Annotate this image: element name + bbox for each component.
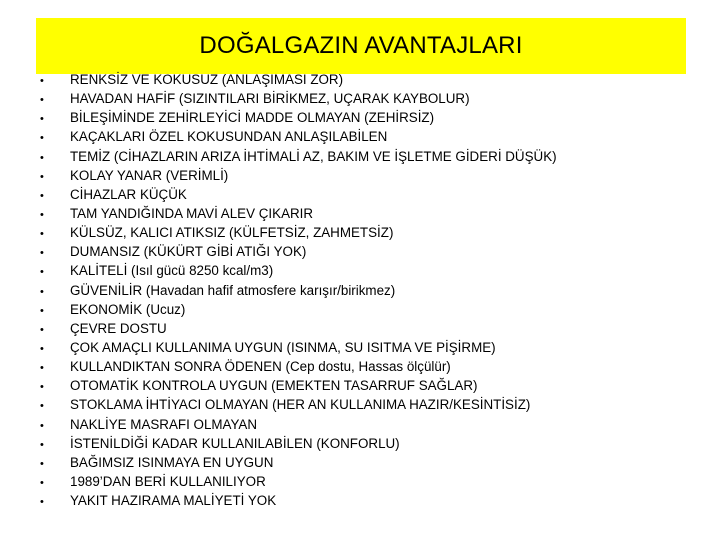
- list-item-text: NAKLİYE MASRAFI OLMAYAN: [70, 416, 258, 432]
- bullet-icon: •: [40, 113, 44, 126]
- list-item: [40, 223, 710, 242]
- list-item: [40, 434, 710, 453]
- bullet-icon: •: [40, 151, 44, 164]
- list-item: [40, 357, 710, 376]
- list-item: [40, 338, 710, 357]
- list-item-text: KULLANDIKTAN SONRA ÖDENEN (Cep dostu, Hassas ölçülür): [70, 359, 451, 375]
- bullet-icon: •: [40, 132, 44, 145]
- list-item-text: İSTENİLDİĞİ KADAR KULLANILABİLEN (KONFORLU): [70, 435, 400, 451]
- bullet-icon: •: [40, 304, 44, 317]
- list-item-text: KAÇAKLARI ÖZEL KOKUSUNDAN ANLAŞILABİLEN: [70, 129, 388, 145]
- bullet-icon: •: [40, 496, 44, 509]
- list-item-text: 1989’DAN BERİ KULLANILIYOR: [70, 473, 266, 489]
- list-item: [40, 185, 710, 204]
- bullet-icon: •: [40, 400, 44, 413]
- bullet-icon: •: [40, 457, 44, 470]
- list-item-text: TAM YANDIĞINDA MAVİ ALEV ÇIKARIR: [70, 205, 314, 221]
- list-item: [40, 204, 710, 223]
- slide-title: DOĞALGAZIN AVANTAJLARI: [199, 32, 523, 59]
- bullet-icon: •: [40, 228, 44, 241]
- bullet-icon: •: [40, 189, 44, 202]
- list-item: [40, 89, 710, 108]
- list-item-text: HAVADAN HAFİF (SIZINTILARI BİRİKMEZ, UÇARAK KAYBOLUR): [70, 91, 470, 107]
- list-item-text: KALİTELİ (Isıl gücü 8250 kcal/m3): [70, 263, 274, 279]
- list-item: [40, 166, 710, 185]
- bullet-icon: •: [40, 323, 44, 336]
- bullet-icon: •: [40, 75, 44, 87]
- list-item: [40, 395, 710, 414]
- list-item: [40, 319, 710, 338]
- list-item: [40, 261, 710, 280]
- list-item-text: BİLEŞİMİNDE ZEHİRLEYİCİ MADDE OLMAYAN (ZEHİRSİZ): [70, 110, 435, 126]
- list-item-text: ÇEVRE DOSTU: [70, 320, 167, 336]
- list-item: [40, 472, 710, 491]
- bullet-icon: •: [40, 476, 44, 489]
- list-item: [40, 300, 710, 319]
- list-item: [40, 453, 710, 472]
- title-banner: [36, 18, 686, 74]
- list-item-text: GÜVENİLİR (Havadan hafif atmosfere karışır/birikmez): [70, 282, 396, 298]
- list-item-text: KÜLSÜZ, KALICI ATIKSIZ (KÜLFETSİZ, ZAHMETSİZ): [70, 225, 394, 241]
- bullet-icon: •: [40, 419, 44, 432]
- list-item: [40, 70, 710, 89]
- bullet-icon: •: [40, 381, 44, 394]
- advantages-list: [40, 70, 710, 510]
- list-item: [40, 147, 710, 166]
- bullet-icon: •: [40, 285, 44, 298]
- list-item-text: EKONOMİK (Ucuz): [70, 301, 186, 317]
- bullet-icon: •: [40, 208, 44, 221]
- list-item: [40, 491, 710, 510]
- list-item-text: KOLAY YANAR (VERİMLİ): [70, 167, 229, 183]
- bullet-icon: •: [40, 362, 44, 375]
- bullet-icon: •: [40, 438, 44, 451]
- bullet-icon: •: [40, 266, 44, 279]
- list-item: [40, 415, 710, 434]
- list-item-text: OTOMATİK KONTROLA UYGUN (EMEKTEN TASARRUF SAĞLAR): [70, 378, 478, 394]
- list-item: [40, 376, 710, 395]
- list-item: [40, 242, 710, 261]
- list-item-text: DUMANSIZ (KÜKÜRT GİBİ ATIĞI YOK): [70, 244, 307, 260]
- list-item-text: RENKSİZ VE KOKUSUZ (ANLAŞIMASI ZOR): [70, 72, 344, 87]
- list-item-text: YAKIT HAZIRAMA MALİYETİ YOK: [70, 493, 277, 509]
- bullet-icon: •: [40, 247, 44, 260]
- bullet-icon: •: [40, 170, 44, 183]
- list-item-text: CİHAZLAR KÜÇÜK: [70, 186, 187, 202]
- list-item: [40, 281, 710, 300]
- list-item-text: ÇOK AMAÇLI KULLANIMA UYGUN (ISINMA, SU ISITMA VE PİŞİRME): [70, 339, 496, 355]
- bullet-icon: •: [40, 342, 44, 355]
- list-item: [40, 108, 710, 127]
- list-item-text: BAĞIMSIZ ISINMAYA EN UYGUN: [70, 454, 274, 470]
- list-item: [40, 127, 710, 146]
- list-item-text: STOKLAMA İHTİYACI OLMAYAN (HER AN KULLANIMA HAZIR/KESİNTİSİZ): [70, 397, 531, 413]
- list-item-text: TEMİZ (CİHAZLARIN ARIZA İHTİMALİ AZ, BAKIM VE İŞLETME GİDERİ DÜŞÜK): [70, 148, 557, 164]
- bullet-icon: •: [40, 94, 44, 107]
